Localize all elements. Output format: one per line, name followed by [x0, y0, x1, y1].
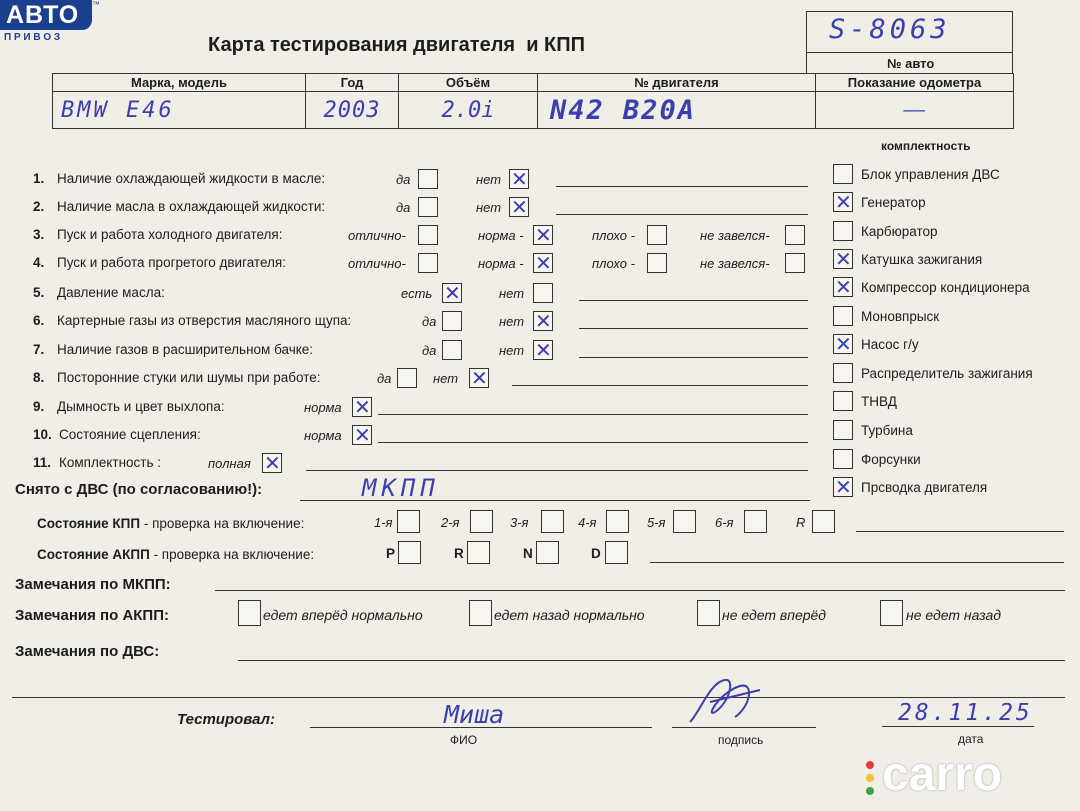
question-answer-line — [579, 357, 808, 358]
question-option-label: есть — [401, 286, 433, 301]
completeness-item-label: Моновпрыск — [861, 309, 940, 324]
kpp-gear-checkbox[interactable] — [470, 510, 493, 533]
logo-text: АВТО — [6, 1, 80, 29]
question-answer-line — [378, 442, 808, 443]
question-text: Картерные газы из отверстия масляного щупа: — [57, 313, 352, 328]
auto-number-label: № авто — [887, 56, 935, 71]
question-option-checkbox[interactable] — [647, 225, 667, 245]
question-answer-line — [579, 328, 808, 329]
notes-akpp-label: Замечания по АКПП: — [15, 607, 169, 624]
completeness-checkbox[interactable] — [833, 420, 853, 440]
completeness-item-label: Форсунки — [861, 452, 921, 467]
question-text: Наличие охлаждающей жидкости в масле: — [57, 171, 326, 186]
kpp-gear-checkbox[interactable] — [541, 510, 564, 533]
question-option-label: нет — [476, 172, 502, 187]
completeness-checkbox[interactable] — [833, 449, 853, 469]
question-number: 6. — [33, 313, 45, 328]
kpp-label-bold: Состояние КПП — [37, 516, 141, 531]
question-number: 4. — [33, 255, 45, 270]
question-number: 11. — [33, 455, 52, 470]
completeness-item-label: Катушка зажигания — [861, 252, 983, 267]
notes-mkpp-label: Замечания по МКПП: — [15, 576, 171, 593]
completeness-checkbox[interactable] — [833, 164, 853, 184]
odometer-value: —— — [816, 92, 1014, 129]
akpp-gear-label: N — [523, 546, 533, 561]
akpp-note-label: не едет назад — [906, 607, 1001, 623]
akpp-gear-label: P — [386, 546, 396, 561]
completeness-checkbox[interactable] — [833, 391, 853, 411]
watermark-dot-yellow — [866, 774, 874, 782]
fio-label: ФИО — [450, 733, 478, 747]
question-text: Посторонние стуки или шумы при работе: — [57, 370, 321, 385]
question-number: 8. — [33, 370, 45, 385]
akpp-gear-checkbox[interactable] — [467, 541, 490, 564]
question-text: Наличие газов в расширительном бачке: — [57, 342, 314, 357]
question-option-label: нет — [499, 314, 525, 329]
logo-subtext: П Р И В О З — [4, 32, 61, 43]
kpp-gear-checkbox[interactable] — [397, 510, 420, 533]
question-option-checkbox[interactable] — [533, 283, 553, 303]
question-option-checkbox[interactable] — [442, 283, 462, 303]
make-model-label: Марка, модель — [53, 74, 306, 92]
question-option-label: не завелся- — [700, 228, 770, 243]
question-answer-line — [512, 385, 808, 386]
question-option-checkbox[interactable] — [533, 225, 553, 245]
completeness-item-label: Насос г/у — [861, 337, 919, 352]
question-option-label: отлично- — [348, 256, 406, 271]
year-label: Год — [306, 74, 399, 92]
make-model-value: BMW E46 — [53, 92, 306, 129]
question-option-checkbox[interactable] — [418, 197, 438, 217]
engine-number-label: № двигателя — [538, 74, 816, 92]
removed-line — [300, 500, 810, 501]
question-option-checkbox[interactable] — [647, 253, 667, 273]
completeness-checkbox[interactable] — [833, 477, 853, 497]
kpp-gear-label: 5-я — [647, 515, 666, 530]
removed-value: МКПП — [362, 474, 440, 502]
page-title: Карта тестирования двигателя и КПП — [208, 34, 586, 56]
question-option-label: полная — [208, 456, 251, 471]
question-number: 2. — [33, 199, 45, 214]
question-text: Пуск и работа холодного двигателя: — [57, 227, 283, 242]
question-option-label: да — [422, 343, 437, 358]
akpp-note-label: едет назад нормально — [494, 607, 645, 623]
akpp-gear-label: R — [454, 546, 464, 561]
question-option-checkbox[interactable] — [785, 225, 805, 245]
notes-dvs-line — [238, 660, 1065, 661]
kpp-gear-checkbox[interactable] — [744, 510, 767, 533]
completeness-item-label: Компрессор кондиционера — [861, 280, 1030, 295]
date-value: 28.11.25 — [898, 700, 1033, 726]
akpp-note-label: едет вперёд нормально — [263, 607, 423, 623]
kpp-gear-label: 4-я — [578, 515, 597, 530]
question-text: Дымность и цвет выхлопа: — [57, 399, 225, 414]
auto-number-divider — [807, 52, 1012, 53]
notes-mkpp-line — [215, 590, 1065, 591]
question-option-label: норма — [304, 400, 342, 415]
akpp-note-checkbox[interactable] — [238, 600, 261, 626]
akpp-label — [37, 547, 314, 562]
question-option-checkbox[interactable] — [352, 425, 372, 445]
date-line — [882, 726, 1034, 727]
completeness-checkbox[interactable] — [833, 192, 853, 212]
akpp-note-label: не едет вперёд — [722, 607, 827, 623]
question-number: 10. — [33, 427, 52, 442]
completeness-checkbox[interactable] — [833, 306, 853, 326]
kpp-gear-checkbox[interactable] — [673, 510, 696, 533]
question-text: Давление масла: — [57, 285, 165, 300]
question-number: 9. — [33, 399, 45, 414]
question-option-checkbox[interactable] — [418, 225, 438, 245]
completeness-item-label: Распределитель зажигания — [861, 366, 1033, 381]
question-option-checkbox[interactable] — [352, 397, 372, 417]
kpp-gear-checkbox[interactable] — [812, 510, 835, 533]
tested-label: Тестировал: — [177, 711, 275, 728]
completeness-checkbox[interactable] — [833, 277, 853, 297]
kpp-gear-label: 3-я — [510, 515, 529, 530]
question-option-label: плохо - — [592, 256, 635, 271]
question-option-label: нет — [499, 286, 525, 301]
completeness-item-label: Карбюратор — [861, 224, 938, 239]
question-option-checkbox[interactable] — [418, 253, 438, 273]
completeness-item-label: ТНВД — [861, 394, 897, 409]
completeness-item-label: Прсводка двигателя — [861, 480, 988, 495]
question-option-label: нет — [499, 343, 525, 358]
kpp-line — [856, 531, 1064, 532]
question-number: 5. — [33, 285, 45, 300]
volume-value: 2.0i — [399, 92, 538, 129]
fio-line — [310, 727, 652, 728]
question-option-checkbox[interactable] — [397, 368, 417, 388]
watermark-text: carro — [882, 748, 1003, 801]
auto-number-block — [806, 11, 1013, 73]
akpp-gear-label: D — [591, 546, 601, 561]
kpp-label — [37, 516, 304, 531]
fio-value: Миша — [444, 700, 505, 729]
akpp-gear-checkbox[interactable] — [605, 541, 628, 564]
question-text: Пуск и работа прогретого двигателя: — [57, 255, 286, 270]
logo — [0, 0, 100, 46]
completeness-item-label: Блок управления ДВС — [861, 167, 1000, 182]
question-option-label: норма - — [478, 256, 524, 271]
question-answer-line — [556, 214, 808, 215]
question-answer-line — [556, 186, 808, 187]
year-value: 2003 — [306, 92, 399, 129]
completeness-item-label: Турбина — [861, 423, 913, 438]
kpp-gear-label: 2-я — [441, 515, 460, 530]
question-answer-line — [306, 470, 808, 471]
watermark-dot-red — [866, 761, 874, 769]
engine-number-value: N42 B20A — [538, 92, 816, 129]
completeness-checkbox[interactable] — [833, 221, 853, 241]
kpp-label-rest: - проверка на включение: — [140, 516, 305, 531]
kpp-gear-checkbox[interactable] — [606, 510, 629, 533]
question-option-label: да — [422, 314, 437, 329]
akpp-note-checkbox[interactable] — [880, 600, 903, 626]
question-answer-line — [579, 300, 808, 301]
completeness-checkbox[interactable] — [833, 334, 853, 354]
volume-label: Объём — [399, 74, 538, 92]
vehicle-header-table — [52, 73, 1014, 129]
question-option-checkbox[interactable] — [533, 311, 553, 331]
kpp-gear-label: 1-я — [374, 515, 393, 530]
question-option-checkbox[interactable] — [442, 340, 462, 360]
question-text: Наличие масла в охлаждающей жидкости: — [57, 199, 326, 214]
question-option-label: норма - — [478, 228, 524, 243]
question-option-checkbox[interactable] — [442, 311, 462, 331]
completeness-checkbox[interactable] — [833, 249, 853, 269]
question-text: Комплектность : — [59, 455, 162, 470]
kpp-gear-label: 6-я — [715, 515, 734, 530]
watermark-dot-green — [866, 787, 874, 795]
akpp-label-rest: - проверка на включение: — [149, 547, 315, 562]
question-option-label: не завелся- — [700, 256, 770, 271]
question-number: 7. — [33, 342, 45, 357]
notes-dvs-label: Замечания по ДВС: — [15, 643, 160, 660]
akpp-gear-checkbox[interactable] — [398, 541, 421, 564]
question-option-checkbox[interactable] — [509, 197, 529, 217]
question-option-label: нет — [433, 371, 459, 386]
question-option-label: норма — [304, 428, 342, 443]
question-option-checkbox[interactable] — [785, 253, 805, 273]
question-option-label: да — [396, 200, 411, 215]
question-option-label: нет — [476, 200, 502, 215]
akpp-gear-checkbox[interactable] — [536, 541, 559, 564]
akpp-note-checkbox[interactable] — [469, 600, 492, 626]
logo-tm: ™ — [92, 0, 100, 9]
removed-label: Снято с ДВС (по согласованию!): — [15, 481, 263, 498]
question-option-checkbox[interactable] — [533, 253, 553, 273]
question-option-label: отлично- — [348, 228, 406, 243]
odometer-label: Показание одометра — [816, 74, 1014, 92]
question-option-checkbox[interactable] — [469, 368, 489, 388]
date-label: дата — [958, 732, 984, 746]
question-number: 3. — [33, 227, 45, 242]
signature-label: подпись — [718, 733, 764, 747]
question-option-checkbox[interactable] — [533, 340, 553, 360]
signature-mark — [680, 672, 770, 732]
auto-number-value: S-8063 — [829, 14, 951, 45]
akpp-label-bold: Состояние АКПП — [37, 547, 150, 562]
akpp-note-checkbox[interactable] — [697, 600, 720, 626]
question-text: Состояние сцепления: — [59, 427, 201, 442]
completeness-item-label: Генератор — [861, 195, 926, 210]
akpp-line — [650, 562, 1064, 563]
kpp-gear-label: R — [796, 515, 806, 530]
question-option-checkbox[interactable] — [418, 169, 438, 189]
question-answer-line — [378, 414, 808, 415]
question-number: 1. — [33, 171, 45, 186]
completeness-title: комплектность — [881, 139, 971, 153]
question-option-checkbox[interactable] — [509, 169, 529, 189]
question-option-label: да — [377, 371, 392, 386]
signature-line — [672, 727, 816, 728]
question-option-checkbox[interactable] — [262, 453, 282, 473]
completeness-checkbox[interactable] — [833, 363, 853, 383]
notes-extra-line — [12, 697, 1065, 698]
question-option-label: да — [396, 172, 411, 187]
question-option-label: плохо - — [592, 228, 635, 243]
